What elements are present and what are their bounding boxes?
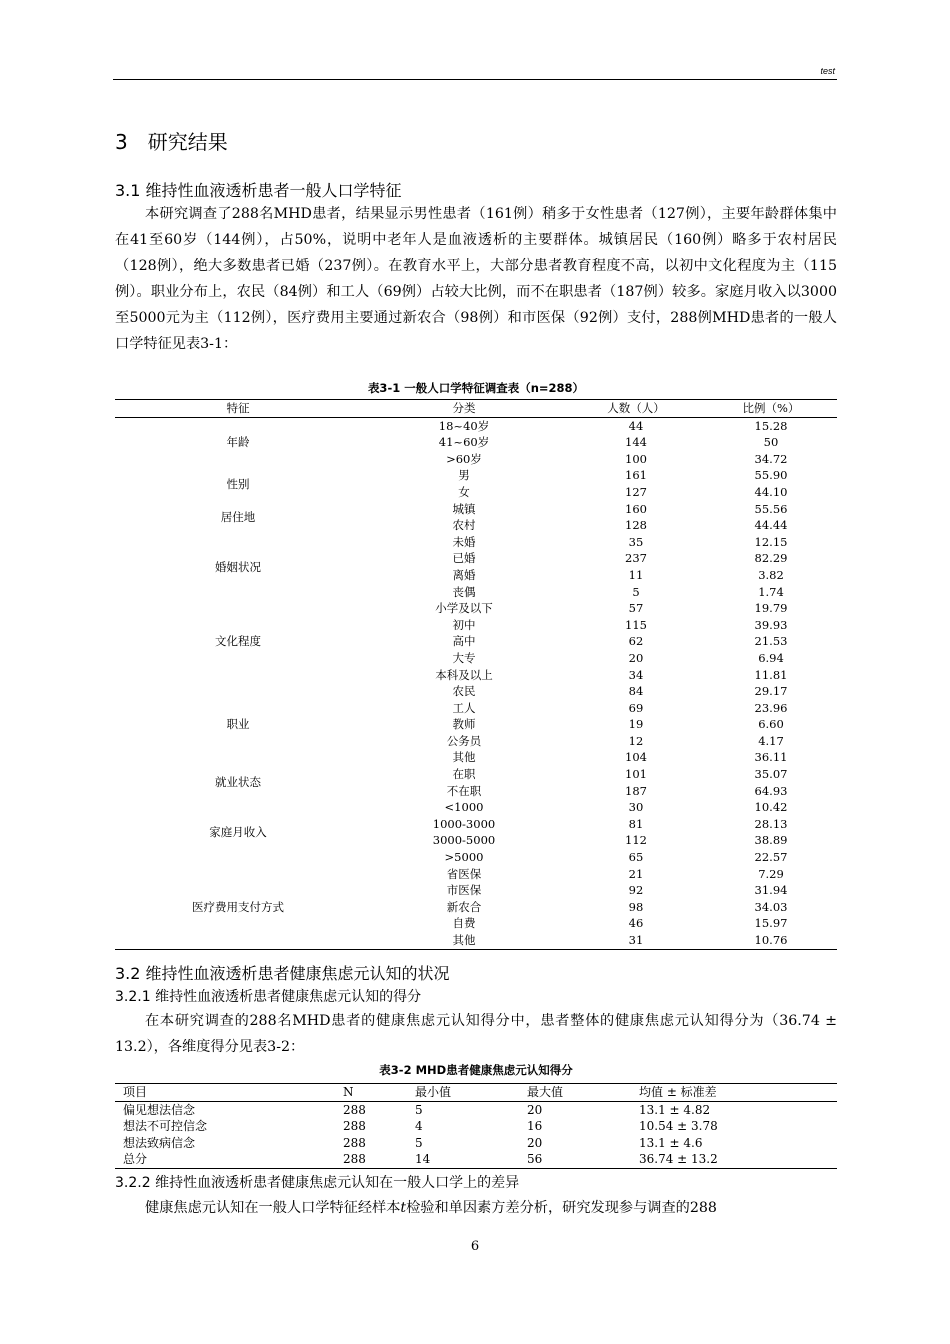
table-row [115, 417, 837, 434]
table-cell: 14 [415, 1152, 431, 1166]
paragraph-text: 健康焦虑元认知在一般人口学特征经样本 [145, 1200, 401, 1216]
table-cell: 总分 [123, 1152, 148, 1166]
count-cell: 84 [628, 684, 644, 699]
table-cell: 偏见想法信念 [123, 1102, 196, 1117]
count-cell: 128 [625, 518, 647, 533]
percent-cell: 34.72 [754, 451, 788, 466]
percent-cell: 23.96 [754, 700, 788, 715]
table-cell: 20 [527, 1102, 543, 1117]
table-cell: 13.1 ± 4.6 [639, 1135, 703, 1150]
category-cell: 3000-5000 [432, 833, 496, 848]
percent-cell: 34.03 [754, 899, 788, 914]
category-cell: 其他 [452, 933, 476, 947]
category-cell: 大专 [452, 650, 476, 665]
count-cell: 21 [628, 866, 644, 881]
percent-cell: 44.44 [754, 518, 788, 533]
subsection-heading-3-2: 3.2 维持性血液透析患者健康焦虑元认知的状况 [115, 964, 450, 983]
feature-cell: 职业 [226, 717, 250, 732]
percent-cell: 21.53 [754, 634, 788, 649]
category-cell: 在职 [452, 767, 476, 782]
count-cell: 44 [628, 418, 644, 433]
count-cell: 31 [628, 933, 644, 947]
percent-cell: 55.90 [754, 468, 788, 483]
table-cell: 288 [343, 1152, 366, 1166]
category-cell: 自费 [452, 916, 476, 931]
percent-cell: 10.76 [754, 933, 788, 947]
column-header: 均值 ± 标准差 [639, 1085, 717, 1099]
percent-cell: 82.29 [754, 551, 788, 566]
count-cell: 104 [625, 750, 647, 765]
page-number: 6 [470, 1239, 480, 1254]
table-row [115, 1151, 837, 1168]
count-cell: 46 [628, 916, 644, 931]
category-cell: 农民 [452, 684, 476, 699]
column-header: 分类 [452, 401, 476, 415]
percent-cell: 39.93 [754, 617, 788, 632]
percent-cell: 44.10 [754, 484, 788, 499]
column-header: 最小值 [415, 1085, 452, 1099]
percent-cell: 1.74 [758, 584, 784, 599]
feature-cell: 性别 [226, 476, 250, 491]
subsection-heading-3-2-1: 3.2.1 维持性血液透析患者健康焦虑元认知的得分 [115, 989, 422, 1005]
table-row [115, 1118, 837, 1135]
category-cell: 市医保 [446, 883, 482, 898]
section-heading: 3 研究结果 [115, 130, 228, 154]
category-cell: 新农合 [446, 899, 482, 914]
table-3-2 [115, 1083, 837, 1169]
count-cell: 115 [625, 617, 647, 632]
category-cell: 工人 [452, 700, 476, 715]
table-3-1 [115, 399, 837, 950]
percent-cell: 29.17 [754, 684, 788, 699]
table-cell: 5 [415, 1102, 423, 1117]
category-cell: 离婚 [452, 567, 476, 582]
count-cell: 11 [628, 567, 644, 582]
count-cell: 92 [628, 883, 644, 898]
feature-cell: 就业状态 [215, 775, 261, 790]
count-cell: 160 [625, 501, 647, 516]
table-cell: 5 [415, 1135, 423, 1150]
category-cell: 省医保 [446, 866, 482, 881]
count-cell: 100 [625, 451, 647, 466]
count-cell: 20 [628, 650, 644, 665]
category-cell: 小学及以下 [435, 601, 493, 616]
percent-cell: 4.17 [758, 733, 784, 748]
table-row [115, 1135, 837, 1152]
count-cell: 12 [628, 733, 644, 748]
percent-cell: 36.11 [754, 750, 788, 765]
paragraph-3-1: 本研究调查了288名MHD患者，结果显示男性患者（161例）稍多于女性患者（127例），主要年龄群体集中在41至60岁（144例），占50%，说明中老年人是血液透析的主要群体。城镇居民（160例）略多于农村居民（128例），绝大多数患者已婚（237例）。在教育水平上，大部分患者教育程度不高，以初中文化程度为主（115例）。职业分布上，农民（84例）和工人（69例）占较大比例，而不在职患者（187例）较多。家庭月收入以3000至5000元为主（112例），医疗费用主要通过新农合（98例）和市医保（92例）支付，288例MHD患者的一般人口学特征见表3-1： [115, 206, 837, 352]
table-header-row [115, 400, 837, 418]
percent-cell: 22.57 [754, 850, 788, 865]
category-cell: 农村 [452, 518, 476, 533]
category-cell: 男 [458, 468, 470, 483]
table-cell: 10.54 ± 3.78 [639, 1119, 718, 1133]
percent-cell: 38.89 [754, 833, 788, 848]
category-cell: 其他 [452, 750, 476, 765]
category-cell: 初中 [452, 617, 476, 632]
count-cell: 237 [625, 551, 647, 566]
table-row [115, 501, 837, 518]
category-cell: <1000 [444, 800, 484, 815]
percent-cell: 10.42 [754, 800, 788, 815]
table-cell: 13.1 ± 4.82 [639, 1102, 711, 1117]
category-cell: >60岁 [446, 451, 482, 466]
table-row [115, 467, 837, 484]
count-cell: 19 [628, 717, 644, 732]
count-cell: 144 [625, 435, 647, 450]
subsection-heading-3-1: 3.1 维持性血液透析患者一般人口学特征 [115, 181, 402, 200]
count-cell: 34 [628, 667, 644, 682]
category-cell: 未婚 [452, 534, 476, 549]
category-cell: 不在职 [446, 783, 482, 798]
category-cell: 城镇 [452, 501, 476, 516]
column-header: 特征 [226, 401, 250, 415]
column-header: 项目 [123, 1085, 148, 1099]
feature-cell: 年龄 [226, 435, 250, 450]
feature-cell: 婚姻状况 [215, 559, 261, 574]
count-cell: 101 [625, 767, 647, 782]
count-cell: 187 [625, 783, 647, 798]
count-cell: 69 [628, 700, 644, 715]
paragraph-text: 检验和单因素方差分析，研究发现参与调查的288 [406, 1200, 717, 1216]
percent-cell: 3.82 [758, 567, 784, 582]
percent-cell: 6.94 [758, 650, 784, 665]
table-cell: 288 [343, 1119, 366, 1133]
count-cell: 30 [628, 800, 644, 815]
feature-cell: 居住地 [220, 509, 256, 524]
table-cell: 16 [527, 1119, 543, 1133]
percent-cell: 19.79 [754, 601, 788, 616]
count-cell: 35 [628, 534, 644, 549]
table-cell: 288 [343, 1135, 366, 1150]
count-cell: 57 [628, 601, 644, 616]
percent-cell: 55.56 [754, 501, 788, 516]
table-row [115, 766, 837, 783]
paragraph-3-2-2 [115, 1195, 837, 1221]
table-body [115, 1101, 837, 1168]
paragraph-3-2-1: 在本研究调查的288名MHD患者的健康焦虑元认知得分中，患者整体的健康焦虑元认知得分为（36.74 ± 13.2），各维度得分见表3-2： [115, 1013, 837, 1055]
count-cell: 112 [625, 833, 647, 848]
category-cell: 公务员 [446, 733, 482, 748]
count-cell: 161 [625, 468, 647, 483]
percent-cell: 64.93 [754, 783, 788, 798]
column-header: 人数（人） [607, 401, 665, 415]
table-cell: 想法致病信念 [123, 1135, 196, 1150]
category-cell: 41~60岁 [438, 435, 490, 450]
percent-cell: 15.28 [754, 418, 788, 433]
table-row [115, 534, 837, 551]
count-cell: 65 [628, 850, 644, 865]
table-cell: 想法不可控信念 [123, 1119, 208, 1133]
category-cell: 女 [458, 484, 470, 499]
percent-cell: 15.97 [754, 916, 788, 931]
percent-cell: 7.29 [758, 866, 784, 881]
table-3-1-caption: 表3-1 一般人口学特征调查表（n=288） [367, 381, 585, 395]
table-cell: 4 [415, 1119, 423, 1133]
table-3-2-caption: 表3-2 MHD患者健康焦虑元认知得分 [379, 1063, 573, 1077]
category-cell: 1000-3000 [432, 816, 496, 831]
table-row [115, 683, 837, 700]
count-cell: 5 [632, 584, 640, 599]
t-symbol: t [400, 1200, 407, 1216]
count-cell: 98 [628, 899, 644, 914]
table-row [115, 866, 837, 883]
column-header: N [343, 1085, 354, 1099]
category-cell: 本科及以上 [435, 667, 493, 682]
count-cell: 127 [625, 484, 647, 499]
table-row [115, 600, 837, 617]
feature-cell: 医疗费用支付方式 [192, 899, 284, 914]
category-cell: 丧偶 [452, 584, 476, 599]
running-header: test [820, 66, 835, 76]
table-header-row [115, 1084, 837, 1102]
table-body [115, 417, 837, 949]
category-cell: 18~40岁 [438, 418, 490, 433]
percent-cell: 31.94 [754, 883, 788, 898]
category-cell: 已婚 [452, 551, 476, 566]
category-cell: 教师 [452, 717, 476, 732]
percent-cell: 12.15 [754, 534, 788, 549]
percent-cell: 28.13 [754, 816, 788, 831]
table-row [115, 1101, 837, 1118]
count-cell: 62 [628, 634, 644, 649]
table-cell: 20 [527, 1135, 543, 1150]
percent-cell: 6.60 [758, 717, 784, 732]
feature-cell: 文化程度 [215, 634, 261, 649]
table-cell: 56 [527, 1152, 543, 1166]
column-header: 最大值 [527, 1085, 564, 1099]
count-cell: 81 [628, 816, 644, 831]
column-header: 比例（%） [742, 401, 800, 415]
percent-cell: 35.07 [754, 767, 788, 782]
header-rule [113, 79, 837, 80]
percent-cell: 11.81 [754, 667, 788, 682]
feature-cell: 家庭月收入 [209, 825, 267, 840]
category-cell: >5000 [444, 850, 484, 865]
table-cell: 288 [343, 1102, 366, 1117]
table-row [115, 799, 837, 816]
table-cell: 36.74 ± 13.2 [639, 1152, 718, 1166]
category-cell: 高中 [452, 634, 476, 649]
percent-cell: 50 [763, 435, 779, 450]
subsection-heading-3-2-2: 3.2.2 维持性血液透析患者健康焦虑元认知在一般人口学上的差异 [115, 1175, 520, 1191]
